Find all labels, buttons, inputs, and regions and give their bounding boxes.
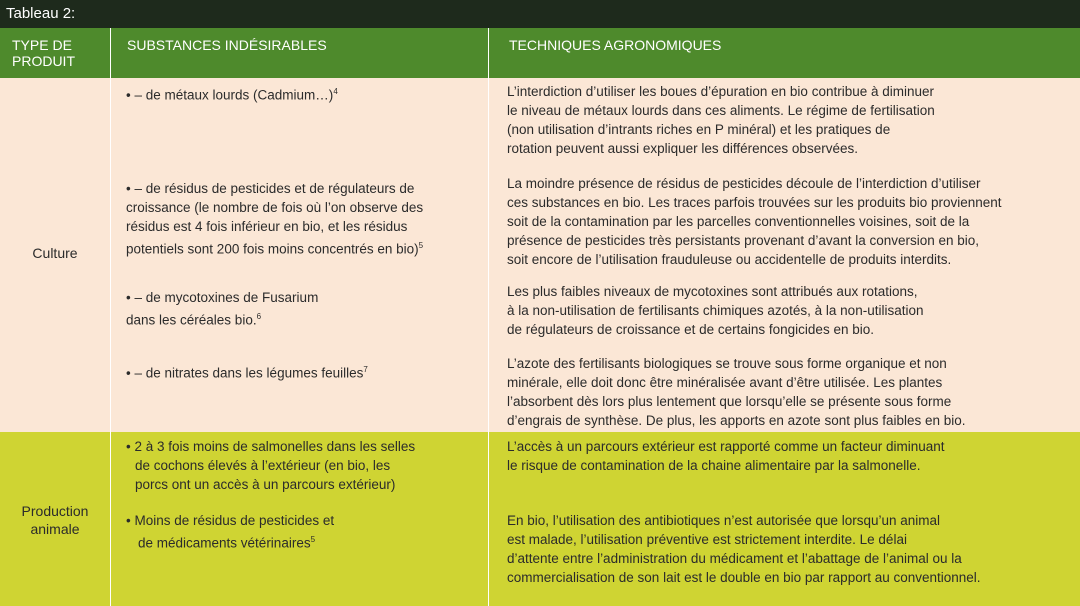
header-substances: SUBSTANCES INDÉSIRABLES <box>110 28 488 78</box>
table-header <box>0 28 1080 78</box>
substance-item: • 2 à 3 fois moins de salmonelles dans les selles de cochons élevés à l’extérieur (en bio, les porcs ont un accès à un parcours extérieur) <box>126 439 416 492</box>
technique-text: En bio, l’utilisation des antibiotiques n’est autorisée que lorsqu’un animal est malade, l’utilisation préventive est strictement interdite. Le délai d’attente entre l’administration du médicament et l’abattage de l’animal ou la commercialisation de son lait est le double en bio par rapport au conventionnel. <box>507 513 981 585</box>
footnote-ref: 5 <box>310 535 316 544</box>
technique-text: Les plus faibles niveaux de mycotoxines sont attribués aux rotations, à la non-utilisation de fertilisants chimiques azotés, à la non-utilisation de régulateurs de croissance et de certains fongicides en bio. <box>507 284 924 337</box>
substance-item: • Moins de résidus de pesticides et de médicaments vétérinaires$^5$ <box>126 513 335 551</box>
substance-item: • – de métaux lourds (Cadmium…)$^4$ <box>126 87 338 103</box>
header-type-line1: TYPE DE <box>12 37 72 53</box>
footnote-ref: 5 <box>418 241 424 250</box>
table-title: Tableau 2: <box>0 0 1080 28</box>
section-culture <box>0 78 1080 432</box>
technique-text: L’azote des fertilisants biologiques se trouve sous forme organique et non minérale, elle doit donc être minéralisée avant d’être utilisée. Les plantes l’absorbent dès lors plus lentement que lorsqu’elle se présente sous forme d’engrais de synthèse. De plus, les apports en azote sont plus faibles en bio. <box>507 356 966 428</box>
footnote-ref: 7 <box>363 365 368 374</box>
column-divider <box>110 78 111 432</box>
column-divider <box>488 432 489 606</box>
technique-text: L’accès à un parcours extérieur est rapporté comme un facteur diminuant le risque de contamination de la chaine alimentaire par la salmonelle. <box>507 439 945 473</box>
section-production-animale <box>0 432 1080 606</box>
substance-item: • – de résidus de pesticides et de régulateurs de croissance (le nombre de fois où l’on observe des résidus est 4 fois inférieur en bio, et les résidus potentiels sont 200 fois moins concentrés en bio)$^5$ <box>126 181 424 257</box>
substance-item: • – de nitrates dans les légumes feuilles$^7$ <box>126 365 368 381</box>
footnote-ref: 6 <box>256 312 262 321</box>
header-techniques: TECHNIQUES AGRONOMIQUES <box>488 28 1080 78</box>
column-divider <box>110 432 111 606</box>
technique-text: La moindre présence de résidus de pesticides découle de l’interdiction d’utiliser ces substances en bio. Les traces parfois trouvées sur les produits bio proviennent soit de la contamination par les parcelles conventionnelles voisines, soit de la présence de pesticides très persistants provenant d’avant la conversion en bio, soit encore de l’utilisation frauduleuse ou accidentelle de produits interdits. <box>507 176 1002 267</box>
substance-item: • – de mycotoxines de Fusarium dans les céréales bio.$^6$ <box>126 290 319 328</box>
row-label-culture: Culture <box>32 245 78 261</box>
technique-text: L’interdiction d’utiliser les boues d’épuration en bio contribue à diminuer le niveau de métaux lourds dans ces aliments. Le régime de fertilisation (non utilisation d’intrants riches en P minéral) et les pratiques de rotation peuvent aussi expliquer les différences observées. <box>507 84 935 156</box>
footnote-ref: 4 <box>333 87 338 96</box>
header-type-line2: PRODUIT <box>12 53 75 69</box>
header-type-produit <box>0 28 110 78</box>
row-label-production-animale: Production animale <box>21 503 89 537</box>
column-divider <box>488 78 489 432</box>
